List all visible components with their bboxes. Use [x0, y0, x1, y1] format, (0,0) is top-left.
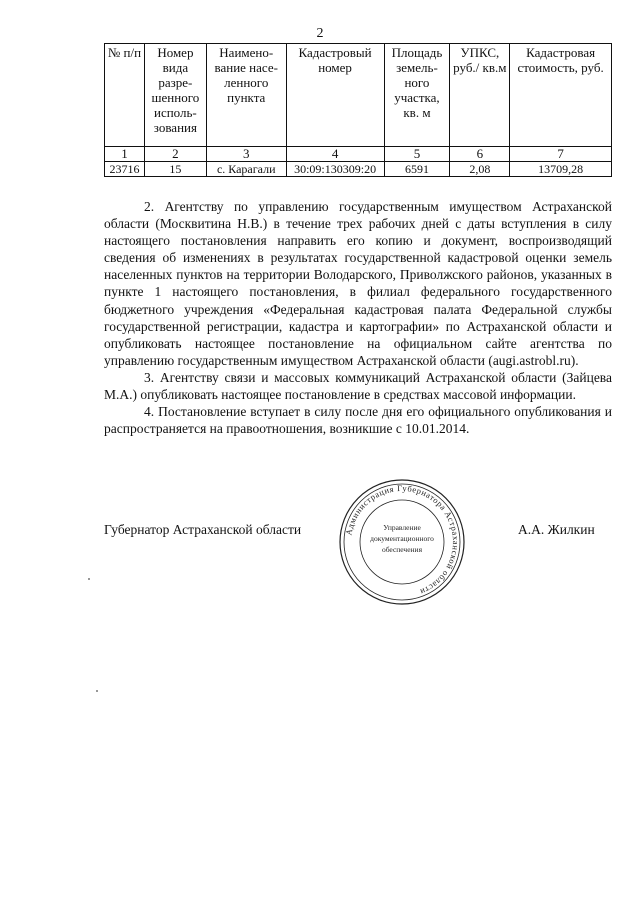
paragraph-4: 4. Постановление вступает в силу после дня его официального опубликования и распространяется на правоотношения, возникшие с 10.01.2014. — [104, 404, 612, 437]
official-seal — [338, 478, 466, 606]
table-cell: 6591 — [384, 162, 450, 177]
signature-role: Губернатор Астраханской области — [104, 522, 302, 537]
column-number: 3 — [206, 147, 286, 162]
table-cell: 13709,28 — [510, 162, 612, 177]
paragraph-2: 2. Агентству по управлению государственным имуществом Астраханской области (Москвитина Н.В.) в течение трех рабочих дней с даты вступления в силу настоящего постановления направить его копию и документ, воспроизводящий сведения об изменениях в результатах государственной кадастровой оценки земель населенных пунктов на территории Володарского, Приволжского районов, указанных в пункте 1 настоящего постановления, в филиал федерального государственного бюджетного учреждения «Федеральная кадастровая палата Федеральной службы государственной регистрации, кадастра и картографии» по Астраханской области и опубликовать настоящее постановление на официальном сайте агентства по управлению государственным имуществом Астраханской области (augi.astrobl.ru). — [104, 199, 612, 368]
column-number-row — [105, 147, 612, 162]
header-cell: Кадастровый номер — [286, 44, 384, 147]
column-number: 2 — [144, 147, 206, 162]
header-cell: Кадастровая стоимость, руб. — [510, 44, 612, 147]
scan-speck — [96, 690, 98, 692]
paragraph-3: 3. Агентству связи и массовых коммуникаций Астраханской области (Зайцева М.А.) опубликовать настоящее постановление в средствах массовой информации. — [104, 369, 612, 403]
seal-center-line: Управление — [383, 523, 421, 532]
column-number: 4 — [286, 147, 384, 162]
table-header-row — [105, 44, 612, 147]
scan-speck — [88, 578, 90, 580]
table-cell: 23716 — [105, 162, 145, 177]
table-cell: 2,08 — [450, 162, 510, 177]
seal-center-line: документационного — [370, 534, 434, 543]
header-cell: № п/п — [105, 44, 145, 147]
column-number: 5 — [384, 147, 450, 162]
table-cell: 30:09:130309:20 — [286, 162, 384, 177]
column-number: 1 — [105, 147, 145, 162]
seal-center-line: обеспечения — [381, 545, 423, 554]
table-row — [105, 162, 612, 177]
header-cell: Номер вида разре-шенного исполь-зования — [144, 44, 206, 147]
table-cell: 15 — [144, 162, 206, 177]
column-number: 7 — [510, 147, 612, 162]
signature-name: А.А. Жилкин — [518, 522, 595, 537]
page-number: 2 — [316, 26, 324, 41]
body-text — [104, 198, 612, 437]
column-number: 6 — [450, 147, 510, 162]
header-cell: УПКС, руб./ кв.м — [450, 44, 510, 147]
seal-ring-text: Администрация Губернатора Астраханской области — [343, 482, 462, 598]
table-cell: с. Карагали — [206, 162, 286, 177]
header-cell: Наимено-вание насе-ленного пункта — [206, 44, 286, 147]
header-cell: Площадь земель-ного участка, кв. м — [384, 44, 450, 147]
cadastral-table — [104, 43, 612, 177]
